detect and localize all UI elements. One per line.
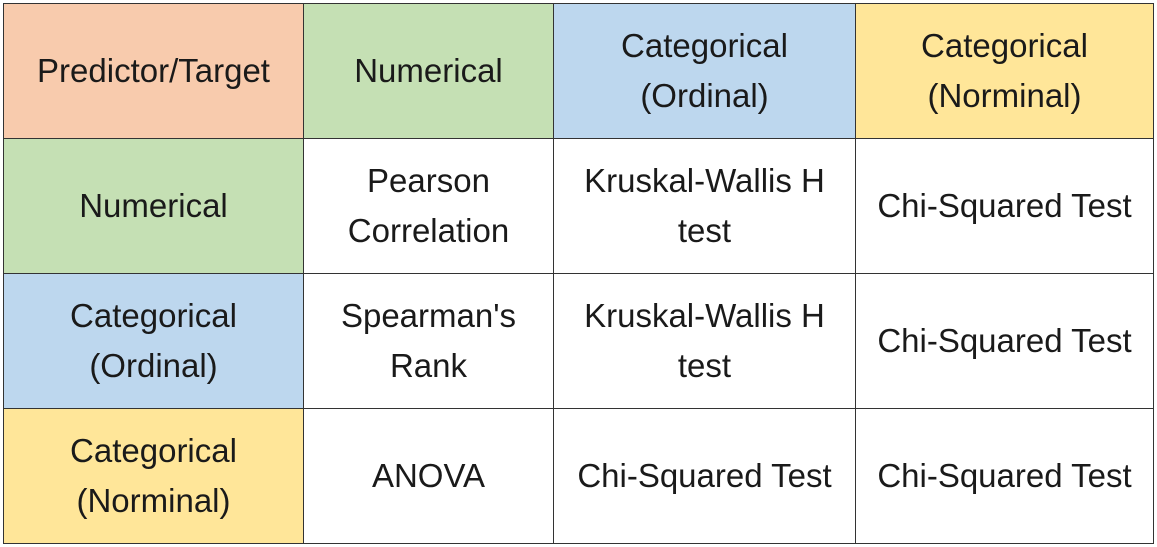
table-cell: Pearson Correlation <box>304 139 554 274</box>
row-label-cell: Categorical (Ordinal) <box>4 274 304 409</box>
header-cell-numerical: Numerical <box>304 4 554 139</box>
table-row <box>4 409 1154 544</box>
header-cell-ordinal: Categorical (Ordinal) <box>554 4 856 139</box>
table-cell: Kruskal-Wallis H test <box>554 274 856 409</box>
table-row <box>4 139 1154 274</box>
table-cell: Kruskal-Wallis H test <box>554 139 856 274</box>
table-cell: Chi-Squared Test <box>554 409 856 544</box>
table-cell: Chi-Squared Test <box>856 139 1154 274</box>
table-row <box>4 274 1154 409</box>
table-cell: Chi-Squared Test <box>856 409 1154 544</box>
header-cell-nominal: Categorical (Norminal) <box>856 4 1154 139</box>
table-cell: Chi-Squared Test <box>856 274 1154 409</box>
row-label-cell: Categorical (Norminal) <box>4 409 304 544</box>
header-row <box>4 4 1154 139</box>
table-cell: Spearman's Rank <box>304 274 554 409</box>
statistical-test-table <box>3 3 1154 544</box>
row-label-cell: Numerical <box>4 139 304 274</box>
table-cell: ANOVA <box>304 409 554 544</box>
corner-header-cell: Predictor/Target <box>4 4 304 139</box>
